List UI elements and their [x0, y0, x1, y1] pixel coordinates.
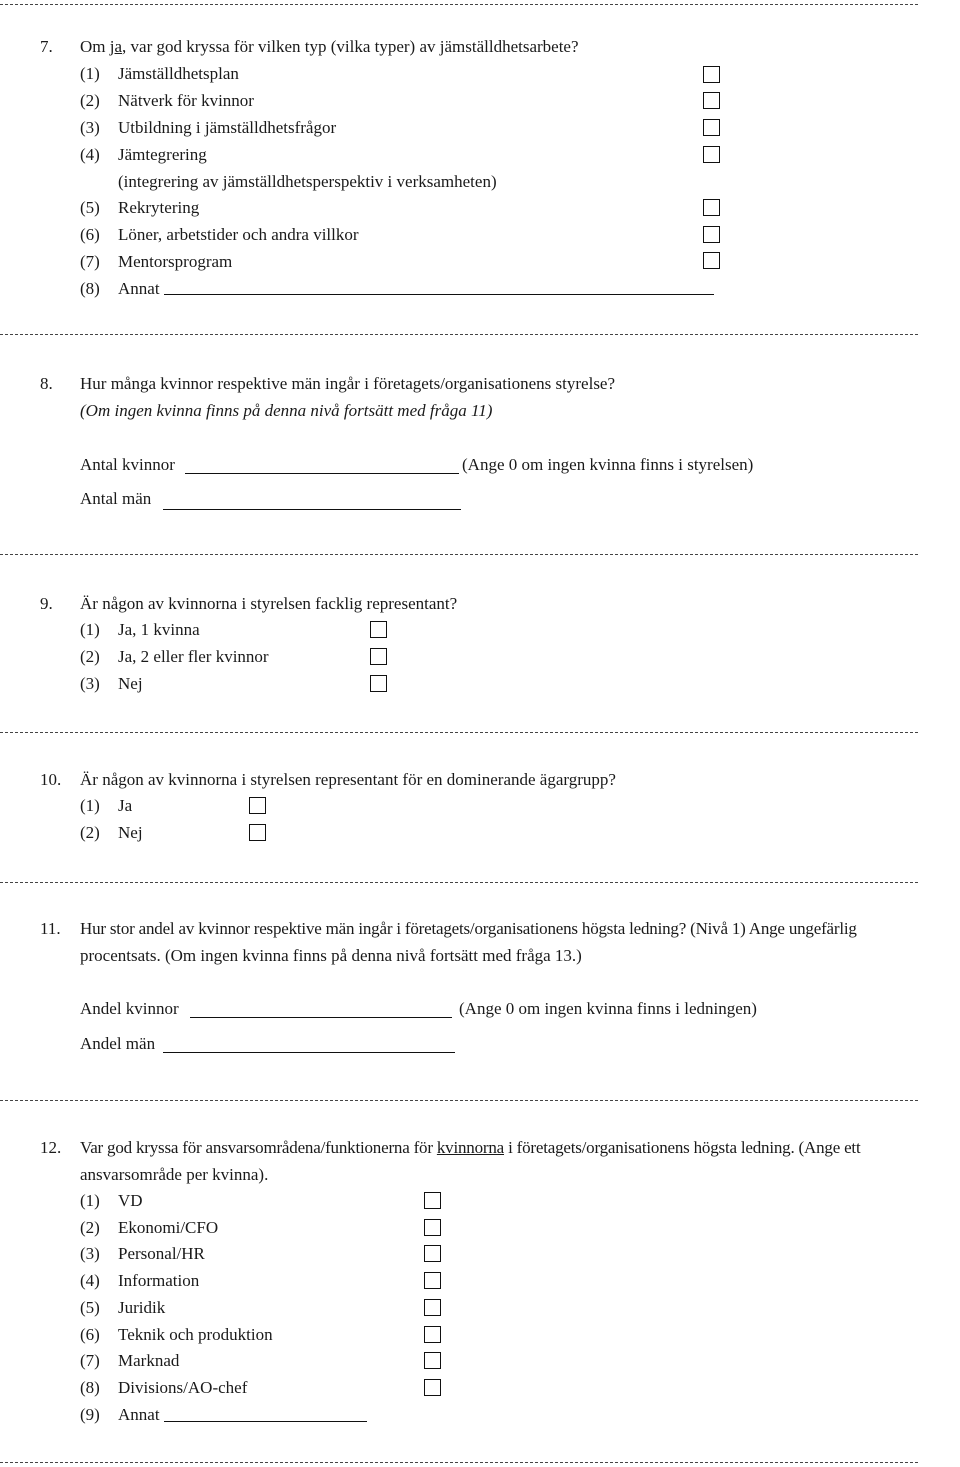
women-share-hint: (Ange 0 om ingen kvinna finns i ledningen) — [459, 999, 757, 1018]
option-code: (2) — [80, 91, 100, 110]
option-label: Information — [118, 1271, 200, 1290]
women-count-field[interactable] — [185, 473, 459, 474]
option-code: (2) — [80, 1218, 100, 1237]
separator — [0, 732, 918, 733]
option-code: (6) — [80, 1325, 100, 1344]
option-code: (7) — [80, 1351, 100, 1370]
separator — [0, 554, 918, 555]
option-label: Ekonomi/CFO — [118, 1218, 219, 1237]
separator — [0, 334, 918, 335]
checkbox[interactable] — [424, 1379, 441, 1396]
option-label: Teknik och produktion — [118, 1325, 273, 1344]
option-code: (2) — [80, 823, 100, 842]
option-code: (3) — [80, 674, 100, 693]
checkbox[interactable] — [249, 824, 266, 841]
question-text-part: i företagets/organisationens högsta ledning. (Ange ett — [504, 1138, 861, 1157]
question-number: 8. — [40, 374, 53, 393]
question-text-part: Var god kryssa för ansvarsområdena/funktionerna för — [80, 1138, 437, 1157]
question-number: 11. — [40, 919, 61, 938]
question-number: 12. — [40, 1138, 62, 1157]
option-label: Juridik — [118, 1298, 166, 1317]
option-code: (1) — [80, 1191, 100, 1210]
women-count-label: Antal kvinnor — [80, 455, 175, 474]
checkbox[interactable] — [703, 199, 720, 216]
option-label: Rekrytering — [118, 198, 200, 217]
option-label: (integrering av jämställdhetsperspektiv i verksamheten) — [118, 172, 497, 191]
question-number: 9. — [40, 594, 53, 613]
checkbox[interactable] — [424, 1352, 441, 1369]
option-label: Annat — [118, 279, 160, 298]
option-label: Nej — [118, 674, 143, 693]
option-label: Nej — [118, 823, 143, 842]
underlined-word: ja — [109, 37, 123, 56]
checkbox[interactable] — [703, 226, 720, 243]
question-number: 10. — [40, 770, 62, 789]
question-text: Hur stor andel av kvinnor respektive män ingår i företagets/organisationens högsta ledning? (Nivå 1) Ange ungefärlig — [80, 919, 857, 938]
checkbox[interactable] — [703, 92, 720, 109]
question-text — [80, 1138, 860, 1158]
men-count-label: Antal män — [80, 489, 152, 508]
option-code: (4) — [80, 1271, 100, 1290]
other-text-line[interactable] — [164, 294, 714, 295]
checkbox[interactable] — [703, 146, 720, 163]
option-code: (5) — [80, 198, 100, 217]
option-code: (1) — [80, 796, 100, 815]
option-label: Ja, 1 kvinna — [118, 620, 200, 639]
checkbox[interactable] — [424, 1219, 441, 1236]
option-code: (6) — [80, 225, 100, 244]
option-label: Mentorsprogram — [118, 252, 233, 271]
checkbox[interactable] — [370, 648, 387, 665]
option-label: Ja — [118, 796, 133, 815]
option-code: (3) — [80, 1244, 100, 1263]
checkbox[interactable] — [370, 621, 387, 638]
checkbox[interactable] — [703, 252, 720, 269]
checkbox[interactable] — [370, 675, 387, 692]
men-share-field[interactable] — [163, 1052, 455, 1053]
question-text — [80, 37, 579, 57]
option-code: (5) — [80, 1298, 100, 1317]
other-text-line[interactable] — [164, 1421, 367, 1422]
option-label: Divisions/AO-chef — [118, 1378, 248, 1397]
option-label: VD — [118, 1191, 143, 1210]
question-text-part: Om — [80, 37, 110, 56]
question-note: (Om ingen kvinna finns på denna nivå fortsätt med fråga 11) — [80, 401, 493, 420]
question-text: procentsats. (Om ingen kvinna finns på denna nivå fortsätt med fråga 13.) — [80, 946, 582, 965]
checkbox[interactable] — [424, 1272, 441, 1289]
question-text: ansvarsområde per kvinna). — [80, 1165, 269, 1184]
separator — [0, 1462, 918, 1463]
option-code: (1) — [80, 620, 100, 639]
men-share-label: Andel män — [80, 1034, 156, 1053]
option-label: Marknad — [118, 1351, 180, 1370]
option-code: (3) — [80, 118, 100, 137]
checkbox[interactable] — [703, 66, 720, 83]
women-share-label: Andel kvinnor — [80, 999, 179, 1018]
option-code: (4) — [80, 145, 100, 164]
separator — [0, 4, 918, 5]
option-label: Utbildning i jämställdhetsfrågor — [118, 118, 337, 137]
question-text: Hur många kvinnor respektive män ingår i företagets/organisationens styrelse? — [80, 374, 616, 393]
option-label: Jämtegrering — [118, 145, 207, 164]
option-code: (7) — [80, 252, 100, 271]
underlined-word: kvinnorna — [436, 1138, 505, 1157]
checkbox[interactable] — [249, 797, 266, 814]
option-label: Personal/HR — [118, 1244, 205, 1263]
option-label: Nätverk för kvinnor — [118, 91, 254, 110]
option-label: Jämställdhetsplan — [118, 64, 239, 83]
option-code: (2) — [80, 647, 100, 666]
checkbox[interactable] — [424, 1245, 441, 1262]
question-number: 7. — [40, 37, 53, 56]
option-label: Ja, 2 eller fler kvinnor — [118, 647, 269, 666]
men-count-field[interactable] — [163, 509, 461, 510]
checkbox[interactable] — [424, 1326, 441, 1343]
women-share-field[interactable] — [190, 1017, 452, 1018]
separator — [0, 882, 918, 883]
question-text: Är någon av kvinnorna i styrelsen representant för en dominerande ägargrupp? — [80, 770, 616, 789]
option-code: (8) — [80, 1378, 100, 1397]
option-code: (9) — [80, 1405, 100, 1424]
option-label: Löner, arbetstider och andra villkor — [118, 225, 359, 244]
question-text: Är någon av kvinnorna i styrelsen facklig representant? — [80, 594, 458, 613]
women-count-hint: (Ange 0 om ingen kvinna finns i styrelsen) — [462, 455, 754, 474]
separator — [0, 1100, 918, 1101]
checkbox[interactable] — [424, 1192, 441, 1209]
question-text-part: , var god kryssa för vilken typ (vilka typer) av jämställdhetsarbete? — [122, 37, 579, 56]
checkbox[interactable] — [703, 119, 720, 136]
checkbox[interactable] — [424, 1299, 441, 1316]
option-code: (8) — [80, 279, 100, 298]
option-label: Annat — [118, 1405, 160, 1424]
option-code: (1) — [80, 64, 100, 83]
